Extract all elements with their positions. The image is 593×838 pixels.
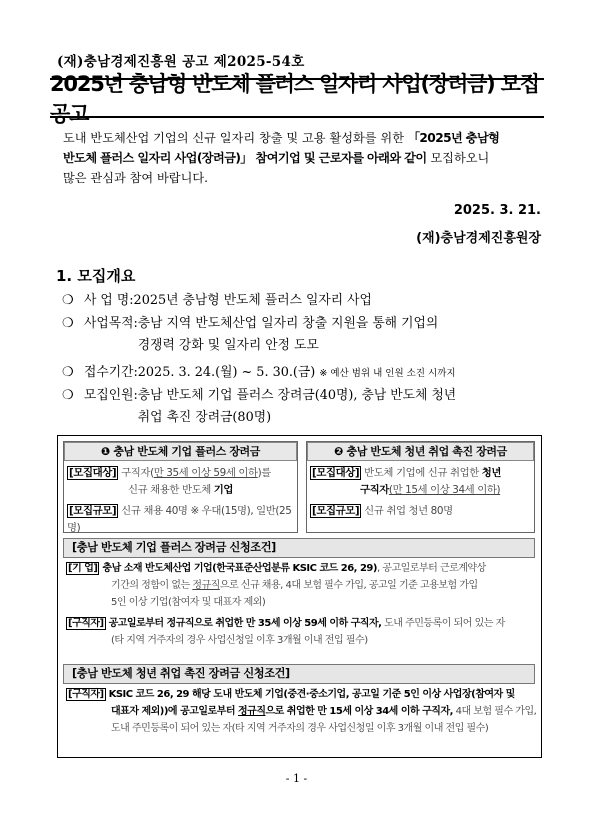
card-text: 반도체 기업에 신규 취업한 <box>361 467 482 479</box>
item-value: 2025년 충남형 반도체 플러스 일자리 사업 <box>133 293 372 308</box>
section-title: 1. 모집개요 <box>56 267 136 285</box>
card-text-bold: 기업 <box>213 484 234 496</box>
condition-text: 도내 주민등록이 되어 있는 자(타 지역 거주자의 경우 사업신청일 이후 3개월 이내 전입 필수) <box>111 723 489 734</box>
bullet-icon: ❍ <box>62 365 74 380</box>
item-label: 사업목적: <box>84 316 138 331</box>
notice-number: (재)충남경제진흥원 공고 제2025-54호 <box>57 54 305 70</box>
condition-underline: 정규직 <box>192 580 220 591</box>
condition-bold: 으로 취업한 만 15세 이상 34세 이하 구직자, <box>265 706 453 717</box>
card-text-bold: 청년 <box>481 467 502 479</box>
title-box <box>50 72 544 126</box>
condition-text: , 공고일로부터 근로계약상 <box>376 563 486 574</box>
summary-box <box>57 435 542 758</box>
card-text: 신규 채용 40명 ※ 우대(15명), 일반(25명) <box>67 505 292 534</box>
card-text-bold: 구직자 <box>360 484 389 496</box>
condition-title: [충남 반도체 청년 취업 촉진 장려금 신청조건] <box>63 664 535 684</box>
card-text-underline: (만 15세 이상 34세 이하) <box>388 484 501 496</box>
item-value-line: 2025. 3. 24.(월) ~ 5. 30.(금) <box>137 365 320 380</box>
intro-text: 도내 반도체산업 기업의 신규 일자리 창출 및 고용 활성화를 위한 <box>63 131 408 145</box>
item-value-line: 충남 반도체 기업 플러스 장려금(40명), 충남 반도체 청년 <box>137 388 457 403</box>
item-value-line: 취업 촉진 장려금(80명) <box>137 410 272 425</box>
tag-label: [구직자] <box>68 618 104 629</box>
condition-text: 도내 주민등록이 되어 있는 자 <box>381 618 505 629</box>
intro-bold: 반도체 플러스 일자리 사업(장려금)」 참여기업 및 근로자를 아래와 같이 <box>63 151 427 165</box>
condition-text: 기간의 정함이 없는 <box>111 580 193 591</box>
card-youth-employment <box>306 441 535 533</box>
bullet-icon: ❍ <box>62 316 74 331</box>
card-text: 신규 채용한 반도체 <box>127 484 214 496</box>
card-text: )를 <box>257 467 271 479</box>
condition-body <box>66 686 538 737</box>
list-item <box>62 313 547 357</box>
card-text: 구직자( <box>118 467 154 479</box>
card-enterprise-plus <box>63 441 298 533</box>
card-title: ❶ 충남 반도체 기업 플러스 장려금 <box>64 442 297 461</box>
condition-text: 5인 이상 기업(참여자 및 대표자 제외) <box>111 597 266 608</box>
intro-paragraph <box>63 128 541 188</box>
bullet-icon: ❍ <box>62 293 74 308</box>
item-note: ※ 예산 범위 내 인원 소진 시까지 <box>319 368 456 379</box>
issuer: (재)충남경제진흥원장 <box>416 231 541 246</box>
condition-text: (타 지역 거주자의 경우 사업신청일 이후 3개월 이내 전입 필수) <box>111 635 368 646</box>
item-value-line: 경쟁력 강화 및 일자리 안정 도모 <box>137 338 319 353</box>
condition-bold: 대표자 제외))에 공고일로부터 <box>111 706 239 717</box>
item-label: 접수기간: <box>84 365 138 380</box>
tag-label: [모집대상] <box>312 467 360 479</box>
page-number: - 1 - <box>285 772 308 785</box>
condition-bold: KSIC 코드 26, 29 해당 도내 반도체 기업(중견·중소기업, 공고일 기준 5인 이상 사업장(참여자 및 <box>105 689 515 700</box>
tag-label: [모집규모] <box>69 505 117 517</box>
condition-text: 으로 신규 채용, 4대 보험 필수 가입, 공고일 기준 고용보험 가입 <box>219 580 478 591</box>
item-value-line: 충남 지역 반도체산업 일자리 창출 지원을 통해 기업의 <box>137 316 439 331</box>
card-text-underline: 만 35세 이상 59세 이하 <box>153 467 258 479</box>
card-text: 신규 취업 청년 80명 <box>361 505 453 517</box>
list-item <box>62 385 547 429</box>
tag-label: [모집규모] <box>312 505 360 517</box>
condition-bold: 공고일로부터 정규직으로 취업한 만 35세 이상 59세 이하 구직자, <box>105 618 382 629</box>
condition-bold: 충남 소재 반도체산업 기업(한국표준산업분류 KSIC 코드 26, 29) <box>99 563 377 574</box>
list-item <box>62 362 547 385</box>
item-value <box>138 362 547 385</box>
page-title: 2025년 충남형 반도체 플러스 일자리 사업(장려금) 모집 공고 <box>50 72 539 126</box>
intro-text: 모집하오니 <box>426 151 490 165</box>
list-item <box>62 290 547 312</box>
tag-label: [기 업] <box>68 563 98 574</box>
condition-title: [충남 반도체 기업 플러스 장려금 신청조건] <box>63 538 535 558</box>
intro-text: 많은 관심과 참여 바랍니다. <box>63 171 209 185</box>
item-label: 사 업 명: <box>84 293 134 308</box>
condition-text: 4대 보험 필수 가입, <box>452 706 537 717</box>
item-label: 모집인원: <box>84 388 138 403</box>
tag-label: [모집대상] <box>69 467 117 479</box>
condition-underline: 정규직 <box>238 706 266 717</box>
notice-date: 2025. 3. 21. <box>453 203 541 218</box>
bullet-icon: ❍ <box>62 388 74 403</box>
item-value <box>138 313 547 357</box>
condition-body <box>66 560 536 649</box>
item-value <box>138 385 547 429</box>
card-title: ❷ 충남 반도체 청년 취업 촉진 장려금 <box>307 442 534 461</box>
intro-bold: 「2025년 충남형 <box>407 131 500 145</box>
tag-label: [구직자] <box>68 689 104 700</box>
